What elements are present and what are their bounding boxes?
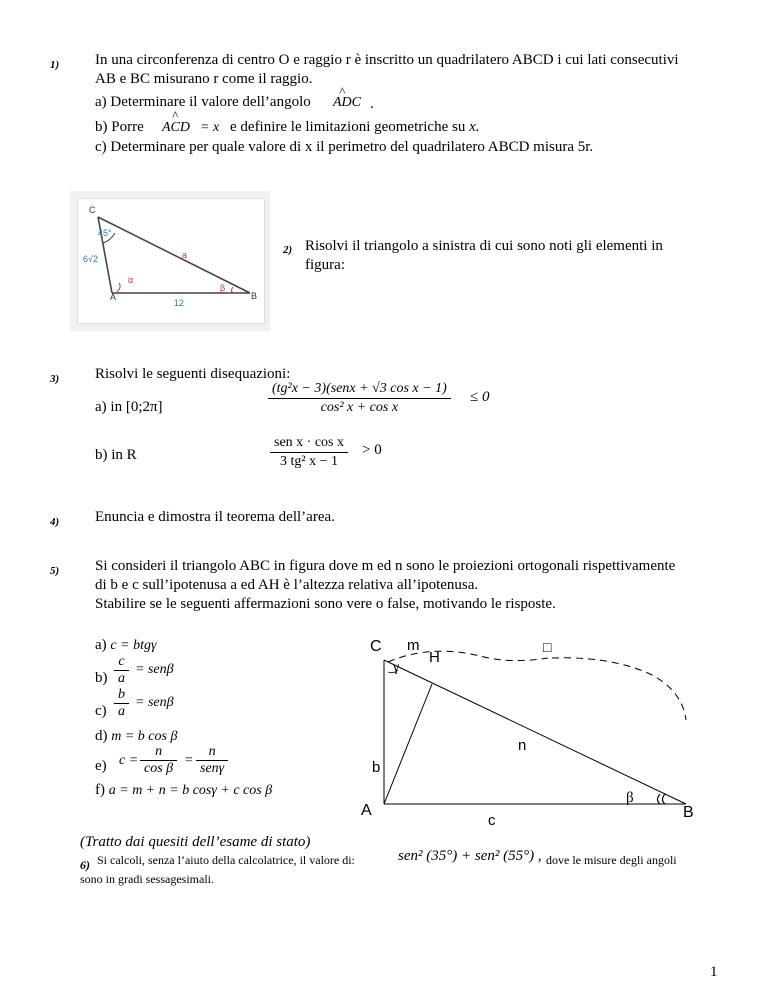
q3-b-fraction: [270, 434, 348, 471]
q5-item-d: d) m = b cos β: [95, 728, 178, 744]
q3-number: 3): [50, 373, 60, 385]
q2-alpha: α: [128, 275, 134, 285]
q1-item-b: [95, 117, 144, 137]
q5-fig-label-b: b: [372, 759, 381, 776]
q1-a-hat: ^: [339, 84, 345, 99]
q5-item-c-label: c): [95, 703, 107, 719]
q1-item-a: [95, 92, 311, 112]
q1-b-angle: ACD: [162, 120, 190, 135]
q5-item-e-fraction1: $\frac{n}{\text{cos β}}$: [140, 744, 177, 777]
q5-number: 5): [50, 565, 60, 577]
q1-item-c: c) Determinare per quale valore di x il perimetro del quadrilatero ABCD misura 5r.: [95, 139, 594, 155]
q3-a-denominator: cos² x + cos x: [320, 400, 399, 415]
q6-text-line3: sono in gradi sessagesimali.: [80, 872, 214, 886]
q6-number: 6): [80, 858, 90, 872]
q5-item-e-fraction2: n senγ: [196, 744, 228, 777]
q5-fig-label-h: H: [429, 649, 440, 666]
q1-number: 1): [50, 59, 60, 71]
q2-side-a: a: [182, 250, 188, 260]
q3-text: Risolvi le seguenti disequazioni:: [95, 366, 291, 382]
q2-side-b: 6√2: [83, 254, 98, 264]
q2-label-a: A: [110, 292, 117, 302]
q2-label-c: C: [89, 205, 96, 215]
q5-item-b-label: b): [95, 670, 108, 686]
q3-a-label: a) in [0;2π]: [95, 399, 163, 415]
q1-b-pre: Porre: [111, 119, 144, 135]
q3-b-numerator: sen x · cos x: [270, 434, 348, 453]
q5-text-line1: Si consideri il triangolo ABC in figura dove m ed n sono le proiezioni ortogonali rispettivamente: [95, 558, 676, 574]
q5-triangle-figure: [360, 650, 720, 830]
q1-text-line2: AB e BC misurano r come il raggio.: [95, 71, 313, 87]
q1-b-label: b): [95, 119, 108, 135]
q1-b-eq: = x: [200, 120, 220, 135]
q3-a-numerator: (tg²x − 3)(senx + √3 cos x − 1): [268, 380, 451, 399]
q3-a-relation: ≤ 0: [470, 389, 490, 405]
q6-expression: sen² (35°) + sen² (55°) ,: [398, 848, 542, 864]
q2-label-b: B: [251, 291, 258, 301]
q2-figure-frame: [70, 191, 270, 331]
q2-number: 2): [283, 244, 293, 256]
q6-text-line1: Si calcoli, senza l’aiuto della calcolatrice, il valore di:: [97, 853, 355, 867]
q5-item-b-rhs: = senβ: [135, 662, 174, 677]
q5-text-line3: Stabilire se le seguenti affermazioni sono vere o false, motivando le risposte.: [95, 596, 556, 612]
q3-b-label: b) in R: [95, 447, 137, 463]
q1-a-label: a): [95, 94, 107, 110]
q4-text: Enuncia e dimostra il teorema dell’area.: [95, 509, 335, 525]
q2-beta: β: [220, 283, 226, 293]
q5-fig-gamma: γ: [393, 660, 400, 675]
q2-text-line1: Risolvi il triangolo a sinistra di cui sono noti gli elementi in: [305, 238, 663, 254]
q5-fig-label-b-vertex: B: [683, 804, 694, 821]
q5-fig-label-m: m: [407, 637, 420, 654]
q3-a-fraction: [268, 380, 451, 417]
q4-number: 4): [50, 516, 60, 528]
q3-b-denominator: 3 tg² x − 1: [280, 454, 338, 469]
source-note: (Tratto dai quesiti dell’esame di stato): [80, 834, 311, 850]
q5-fig-beta: β: [626, 790, 634, 806]
q5-item-e-label: e): [95, 758, 107, 774]
q2-angle-c: 45°: [98, 228, 112, 238]
q3-b-relation: > 0: [362, 442, 382, 458]
page-number: 1: [710, 964, 718, 980]
q1-a-text: Determinare il valore dell’angolo: [110, 94, 311, 110]
q5-item-c-fraction: $\frac{b}{a}$: [114, 687, 129, 720]
q1-a-angle: ADC: [333, 95, 361, 110]
q5-fig-label-a: A: [361, 802, 372, 819]
q1-b-post: e definire le limitazioni geometriche su x.: [230, 119, 480, 135]
q5-text-line2: di b e c sull’ipotenusa a ed AH è l’altezza relativa all’ipotenusa.: [95, 577, 479, 593]
q1-text-line1: In una circonferenza di centro O e raggio r è inscritto un quadrilatero ABCD i cui lati consecutivi: [95, 52, 679, 68]
q2-side-c: 12: [174, 298, 185, 308]
q2-triangle-figure: [70, 191, 270, 331]
q5-item-c-rhs: = senβ: [135, 695, 174, 710]
q5-fig-label-c-side: c: [488, 812, 496, 829]
q5-item-e-lhs: c =: [119, 753, 139, 768]
q5-fig-box-icon: □: [543, 641, 552, 656]
q5-fig-label-c: C: [370, 638, 382, 655]
q5-item-a: a) c = btgγ: [95, 637, 157, 653]
q2-text-line2: figura:: [305, 257, 345, 273]
q5-item-b-fraction: $\frac{c}{a}$: [114, 654, 129, 687]
q6-text-line2: dove le misure degli angoli: [546, 853, 677, 867]
q5-item-f: f) a = m + n = b cosγ + c cos β: [95, 782, 273, 798]
q5-item-e-mid: =: [184, 753, 194, 768]
q5-fig-label-n: n: [518, 737, 527, 754]
q1-b-hat: ^: [172, 108, 178, 123]
